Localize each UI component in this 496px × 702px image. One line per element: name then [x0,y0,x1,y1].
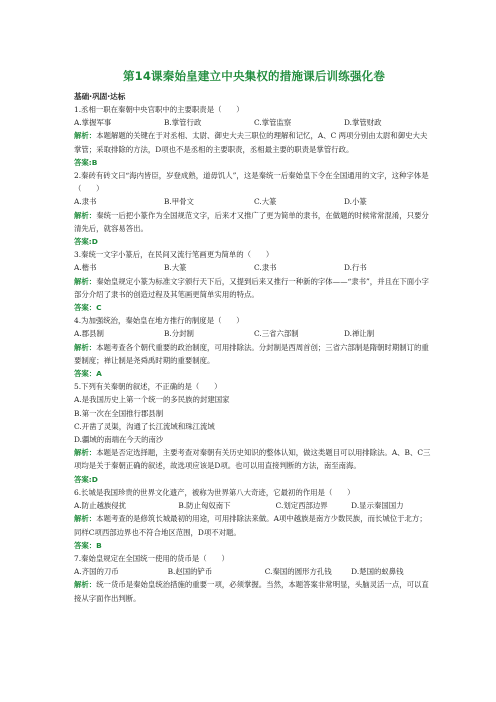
options [74,499,434,512]
option-c: C.大篆 [254,197,277,207]
question-stem: 2.秦砖有砖文曰“海内皆臣，岁登成熟，道毋饥人”，这是秦统一后秦始皇下令在全国通用的文字，这种字体是（ ） [74,171,429,194]
explanation-label: 解析： [74,131,97,141]
option-c: C.三省六部制 [254,329,299,339]
explanation-text: 统一货币是秦始皇统治措施的重要一项，必须掌握。当然，本题答案非常明显，头脑灵活一点，可以直接从字面作出判断。 [74,580,429,603]
explanation-text: 本题考查的是修筑长城最初的用途，可用排除法来做。A项中越族是南方少数民族，而长城位于北方；同样C项西部边界也不符合地区范围，D项不对题。 [74,514,427,537]
option-b: B.掌管行政 [164,118,202,128]
worksheet [74,68,434,605]
option-a: A.楷书 [74,263,97,273]
question-stem: 3.秦统一文字小篆后，在民间又流行笔画更为简单的（ ） [74,250,274,260]
option-b: B.防止匈奴南下 [178,501,231,511]
option-c: C.隶书 [254,263,277,273]
option-d: D.禅让制 [344,329,375,339]
option-c: C.掌管监察 [254,118,292,128]
option-b: B.甲骨文 [164,197,194,207]
question-stem: 7.秦始皇规定在全国统一使用的货币是（ ） [74,553,229,563]
explanation-text: 本题考查各个朝代重要的政治制度，可用排除法。分封制是西周首创；三省六部制是隋朝时期制订的重要制度；禅让制是尧舜禹时期的重要制度。 [74,342,429,365]
explanation [74,275,434,301]
answer: 答案:D [74,237,98,247]
option-a: A.郡县制 [74,329,104,339]
page-title: 第14课秦始皇建立中央集权的措施课后训练强化卷 [122,69,386,83]
option-a: A.掌握军事 [74,118,112,128]
answer: 答案：B [74,540,102,550]
question-3 [74,248,434,314]
explanation-text: 本题是否定选择题，主要考查对秦朝有关历史知识的整体认知，做这类题目可以用排除法。A、B、C三项均是关于秦朝正确的叙述，故选项应该是D项。也可以用直接判断的方法，南至南海。 [74,448,431,471]
answer: 答案：A [74,369,102,379]
question-5 [74,380,434,486]
option-d: D.掌管财政 [344,118,382,128]
section-heading: 基础·巩固·达标 [74,92,126,101]
options [74,261,434,274]
option-c: C.划定西部边界 [275,501,328,511]
explanation-label: 解析： [74,514,97,524]
question-2 [74,169,434,248]
options [74,565,434,578]
option-a: A.隶书 [74,197,97,207]
explanation [74,578,434,604]
option-b: B.第一次在全国推行郡县制 [74,408,164,418]
explanation-label: 解析： [74,342,97,352]
question-stem: 6.长城是我国珍贵的世界文化遗产，被称为世界第八大奇迹，它最初的作用是（ ） [74,487,355,497]
options [74,116,434,129]
options [74,195,434,208]
option-c: C.秦国的圆形方孔钱 [264,567,332,577]
question-stem: 5.下列有关秦朝的叙述，不正确的是（ ） [74,382,222,392]
option-b: B.分封制 [164,329,194,339]
explanation [74,129,434,155]
option-c: C.开凿了灵渠，沟通了长江流域和珠江流域 [74,421,215,431]
option-a: A.是我国历史上第一个统一的多民族的封建国家 [74,395,230,405]
options [74,327,434,340]
explanation [74,512,434,538]
question-stem: 1.丞相一职在秦朝中央官职中的主要职责是（ ） [74,105,244,114]
explanation-text: 秦统一后把小篆作为全国规范文字，后来才又推广了更为简单的隶书，在做题的时候常常混淆，只要分清先后，就容易答出。 [74,210,429,233]
option-b: B.赵国的铲币 [167,567,213,577]
explanation [74,446,434,472]
explanation-label: 解析： [74,448,97,458]
question-1 [74,103,434,169]
explanation [74,341,434,367]
option-b: B.大篆 [164,263,187,273]
question-6 [74,486,434,552]
question-stem: 4.为加强统治，秦始皇在地方推行的制度是（ ） [74,316,244,326]
option-d: D.显示秦国国力 [351,501,404,511]
question-7 [74,552,434,605]
option-d: D.行书 [344,263,367,273]
answer: 答案:B [74,157,98,167]
option-d: D.小篆 [344,197,367,207]
option-a: A.防止越族侵扰 [74,501,127,511]
option-d: D.楚国的蚁鼻钱 [351,567,404,577]
option-d: D.疆域的南端在今天的南沙 [74,435,164,445]
explanation-text: 秦始皇规定小篆为标准文字颁行天下后，又提到后来又推行一种新的字体——“隶书”，并且在下面小字部分介绍了隶书的创造过程及其笔画更简单实用的特点。 [74,276,429,299]
option-a: A.齐国的刀币 [74,567,119,577]
answer: 答案:D [74,474,98,484]
explanation-label: 解析： [74,210,97,220]
explanation-label: 解析： [74,276,97,286]
answer: 答案：C [74,303,102,313]
explanation-label: 解析： [74,580,97,590]
explanation-text: 本题解题的关键在于对丞相、太尉、御史大夫三职位的理解和记忆，A、C 两项分别由太尉和御史大夫掌管；采取排除的方法，D项也不是丞相的主要职责，丞相最主要的职责是掌管行政。 [74,131,428,154]
question-4 [74,314,434,380]
explanation [74,209,434,235]
